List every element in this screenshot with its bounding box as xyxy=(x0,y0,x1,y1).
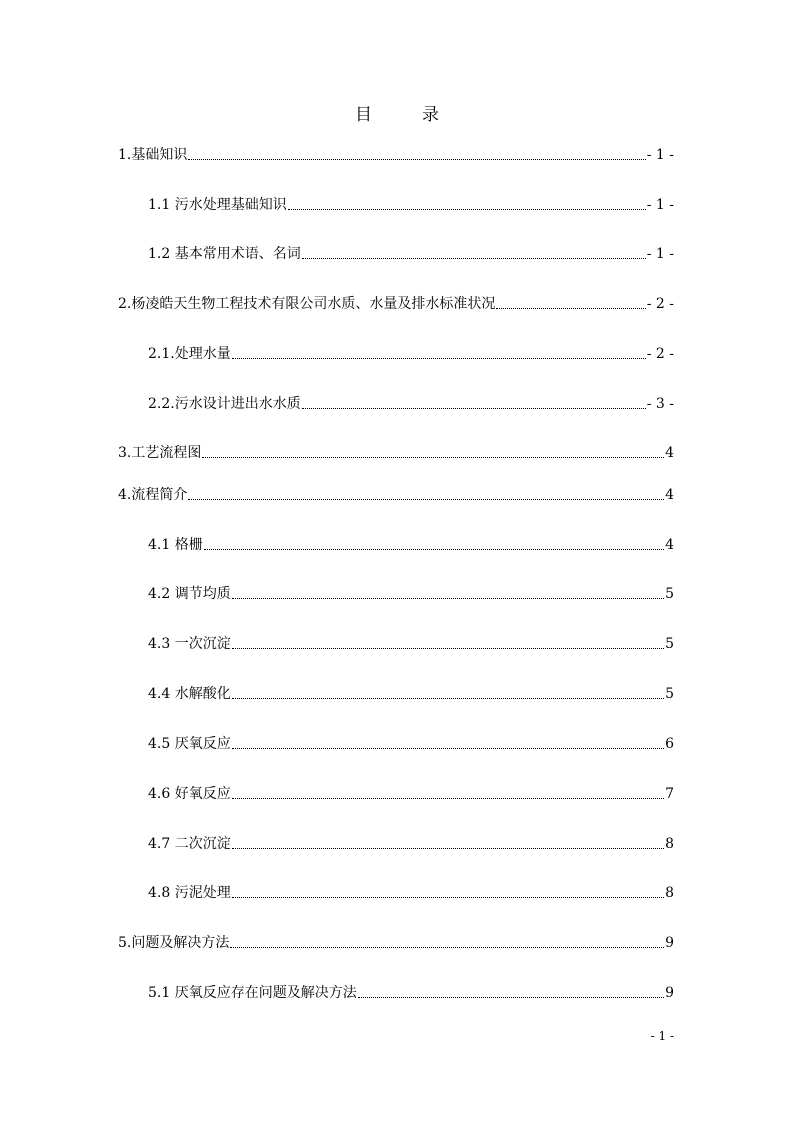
toc-entry[interactable] xyxy=(148,785,674,803)
toc-entry-text: 1.基础知识 xyxy=(118,147,188,163)
toc-entry[interactable] xyxy=(148,395,674,413)
toc-entry[interactable] xyxy=(148,536,674,554)
toc-entry-page: 4 xyxy=(665,537,674,553)
toc-entry[interactable] xyxy=(148,196,674,214)
toc-entry-page: 8 xyxy=(665,885,674,901)
toc-entry[interactable] xyxy=(118,444,674,462)
toc-entry-text: 4.6 好氧反应 xyxy=(148,786,231,802)
toc-heading-char-1: 目 xyxy=(355,105,372,125)
page-number: - 1 - xyxy=(650,1029,674,1043)
toc-entry-page: 5 xyxy=(665,586,674,602)
toc-entry-page: 4 xyxy=(665,445,674,461)
toc-entry-text: 4.3 一次沉淀 xyxy=(148,636,231,652)
dot-leader xyxy=(288,208,646,210)
toc-entry-page: 5 xyxy=(665,686,674,702)
toc-entry[interactable] xyxy=(148,735,674,753)
toc-entry-page: - 1 - xyxy=(646,246,674,262)
dot-leader xyxy=(232,797,664,799)
toc-entry[interactable] xyxy=(118,295,674,313)
toc-entry[interactable] xyxy=(148,345,674,363)
toc-entry-text: 4.7 二次沉淀 xyxy=(148,836,231,852)
toc-entry-text: 3.工艺流程图 xyxy=(118,445,202,461)
dot-leader xyxy=(230,946,664,948)
dot-leader xyxy=(188,498,664,500)
dot-leader xyxy=(204,548,664,550)
dot-leader xyxy=(232,647,664,649)
dot-leader xyxy=(232,847,664,849)
toc-entry[interactable] xyxy=(148,685,674,703)
toc-entry-page: 9 xyxy=(665,985,674,1001)
toc-entry-page: - 1 - xyxy=(646,147,674,163)
dot-leader xyxy=(232,896,664,898)
toc-entry[interactable] xyxy=(148,245,674,263)
toc-entry-text: 5.问题及解决方法 xyxy=(118,935,230,951)
dot-leader xyxy=(232,597,664,599)
toc-entry[interactable] xyxy=(148,984,674,1002)
toc-entry-page: 6 xyxy=(665,736,674,752)
dot-leader xyxy=(188,158,645,160)
toc-entry-text: 4.2 调节均质 xyxy=(148,586,231,602)
toc-entry-text: 4.流程简介 xyxy=(118,487,188,503)
toc-entry-page: 4 xyxy=(665,487,674,503)
dot-leader xyxy=(232,747,664,749)
toc-entry-page: - 2 - xyxy=(646,296,674,312)
toc-entry-text: 1.2 基本常用术语、名词 xyxy=(148,246,301,262)
toc-entry-text: 5.1 厌氧反应存在问题及解决方法 xyxy=(148,985,357,1001)
toc-entry-page: 8 xyxy=(665,836,674,852)
toc-entry-text: 2.1.处理水量 xyxy=(148,346,231,362)
dot-leader xyxy=(202,456,664,458)
toc-entry-page: - 2 - xyxy=(646,346,674,362)
toc-entry[interactable] xyxy=(148,884,674,902)
toc-entry[interactable] xyxy=(118,934,674,952)
toc-entry-page: 7 xyxy=(665,786,674,802)
dot-leader xyxy=(232,697,664,699)
toc-entry-page: - 3 - xyxy=(646,396,674,412)
dot-leader xyxy=(232,357,646,359)
toc-entry-page: 9 xyxy=(665,935,674,951)
toc-entry-page: - 1 - xyxy=(646,197,674,213)
toc-entry[interactable] xyxy=(118,486,674,504)
dot-leader xyxy=(358,996,664,998)
toc-entry-text: 4.5 厌氧反应 xyxy=(148,736,231,752)
toc-entry[interactable] xyxy=(148,635,674,653)
dot-leader xyxy=(496,307,645,309)
toc-entry-text: 4.4 水解酸化 xyxy=(148,686,231,702)
dot-leader xyxy=(302,407,646,409)
toc-entry-text: 4.1 格栅 xyxy=(148,537,203,553)
toc-heading-char-2: 录 xyxy=(422,105,439,125)
toc-entry-text: 2.2.污水设计进出水水质 xyxy=(148,396,301,412)
toc-entry[interactable] xyxy=(118,146,674,164)
toc-entry-text: 2.杨凌皓天生物工程技术有限公司水质、水量及排水标准状况 xyxy=(118,296,496,312)
dot-leader xyxy=(302,257,646,259)
toc-entry-text: 1.1 污水处理基础知识 xyxy=(148,197,287,213)
toc-entry-text: 4.8 污泥处理 xyxy=(148,885,231,901)
toc-entry[interactable] xyxy=(148,835,674,853)
toc-entry-page: 5 xyxy=(665,636,674,652)
toc-entry[interactable] xyxy=(148,585,674,603)
